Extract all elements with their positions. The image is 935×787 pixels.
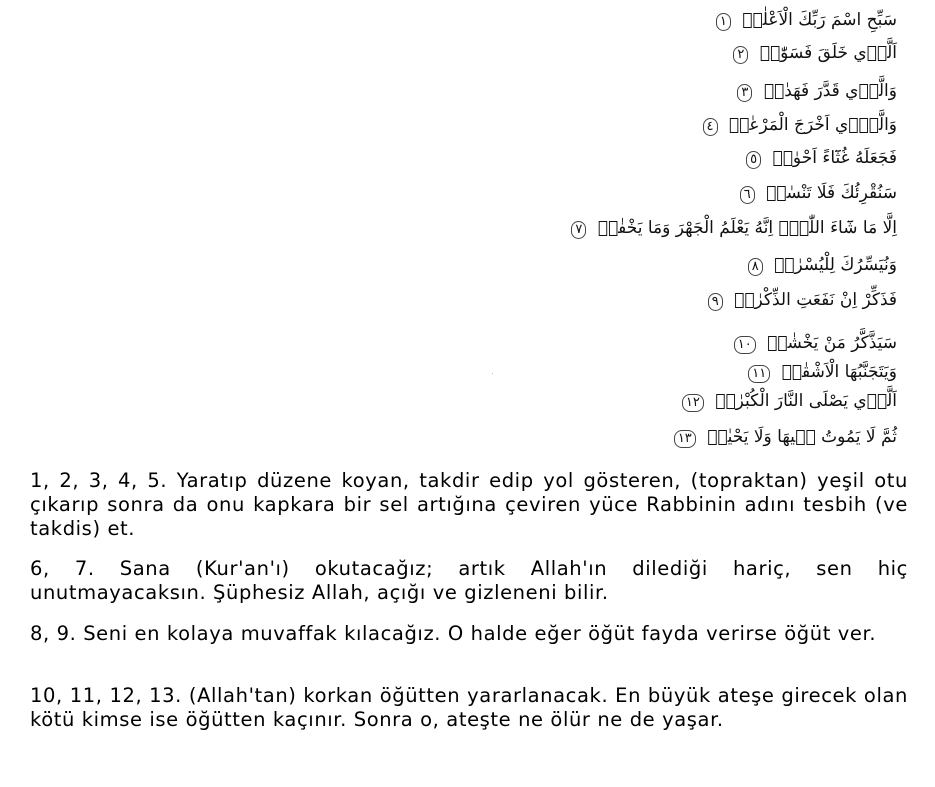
verse-number: ١١ [748, 365, 770, 383]
verse-line [703, 113, 897, 137]
verse-line [740, 181, 897, 205]
verse-text: اَلَّذ۪ي خَلَقَ فَسَوّٰىۙ [759, 43, 897, 63]
verse-line [746, 146, 897, 170]
verse-line [708, 288, 897, 312]
verse-text: وَيَتَجَنَّبُهَا الْاَشْقٰىۙ [781, 362, 897, 382]
verse-line [748, 253, 897, 277]
verse-number: ٥ [746, 151, 761, 169]
verse-text: اِلَّا مَا شَٓاءَ اللّٰهُۜ اِنَّهُ يَعْلَمُ الْجَهْرَ وَمَا يَخْفٰىۜ [597, 218, 897, 238]
verse-number: ٧ [571, 221, 586, 239]
verse-text: ثُمَّ لَا يَمُوتُ ف۪يهَا وَلَا يَحْيٰىۜ [707, 427, 897, 447]
verse-number: ٨ [748, 258, 763, 276]
verse-number: ١٢ [682, 394, 704, 412]
verse-line [682, 389, 897, 413]
translation-paragraph: 8, 9. Seni en kolaya muvaffak kılacağız. O halde eğer öğüt fayda verirse öğüt ver. [30, 622, 877, 645]
verse-text: فَجَعَلَهُ غُثَٓاءً اَحْوٰىۜ [772, 148, 897, 168]
verse-number: ١٠ [734, 336, 756, 354]
translation-paragraph: 6, 7. Sana (Kur'an'ı) okutacağız; artık Allah'ın dilediği hariç, sen hiç unutmayacaksın. Şüphesiz Allah, açığı ve gizleneni bilir. [30, 557, 908, 604]
verse-line [748, 360, 897, 384]
verse-text: سَبِّحِ اسْمَ رَبِّكَ الْاَعْلٰىۙ [742, 10, 897, 30]
verse-text: فَذَكِّرْ اِنْ نَفَعَتِ الذِّكْرٰىۜ [734, 290, 897, 310]
translation-paragraph: 1, 2, 3, 4, 5. Yaratıp düzene koyan, takdir edip yol gösteren, (topraktan) yeşil otu çıkarıp sonra da onu kapkara bir sel artığına çeviren yüce Rabbinin adını tesbih (ve takdis) et. [30, 469, 908, 540]
verse-number: ٣ [737, 84, 752, 102]
verse-line [571, 216, 897, 240]
verse-number: ١ [716, 13, 731, 31]
verse-line [734, 331, 897, 355]
verse-text: اَلَّذ۪ي يَصْلَى النَّارَ الْكُبْرٰىۚ [715, 391, 897, 411]
verse-line [733, 41, 897, 65]
verse-text: وَالَّذ۪ي قَدَّرَ فَهَدٰىۙ [763, 81, 897, 101]
verse-text: سَيَذَّكَّرُ مَنْ يَخْشٰىۙ [767, 333, 897, 353]
verse-line [737, 79, 897, 103]
verse-number: ٦ [740, 186, 755, 204]
verse-text: سَنُقْرِئُكَ فَلَا تَنْسٰىۙ [766, 183, 897, 203]
verse-number: ١٣ [674, 430, 696, 448]
translation-paragraph: 10, 11, 12, 13. (Allah'tan) korkan öğütten yararlanacak. En büyük ateşe girecek olan kötü kimse ise öğütten kaçınır. Sonra o, ateşte ne ölür ne de yaşar. [30, 684, 908, 731]
verse-number: ٤ [703, 118, 718, 136]
verse-line [716, 8, 897, 32]
verse-number: ٩ [708, 293, 723, 311]
verse-text: وَالَّذ۪ٓي اَخْرَجَ الْمَرْعٰىۙ [728, 115, 897, 135]
verse-text: وَنُيَسِّرُكَ لِلْيُسْرٰىۚ [774, 255, 897, 275]
verse-number: ٢ [733, 46, 748, 64]
stray-dot [492, 373, 493, 374]
verse-line [674, 425, 897, 449]
